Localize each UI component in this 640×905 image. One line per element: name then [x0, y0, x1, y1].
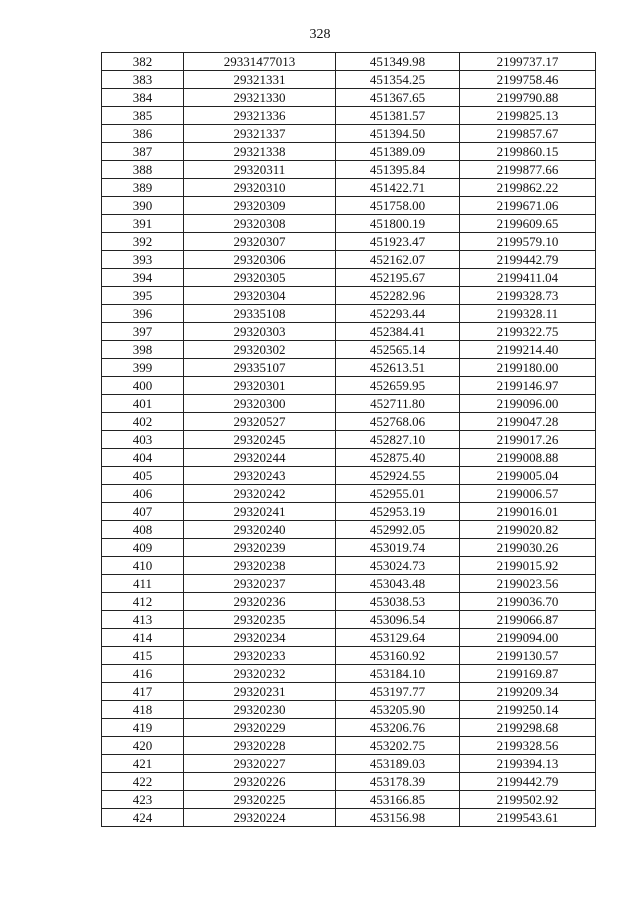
point-number-cell: 394	[102, 269, 184, 287]
table-row	[102, 683, 596, 701]
x-coordinate-cell: 453189.03	[336, 755, 460, 773]
point-number-cell: 417	[102, 683, 184, 701]
point-id-cell: 29320231	[184, 683, 336, 701]
y-coordinate-cell: 2199758.46	[460, 71, 596, 89]
y-coordinate-cell: 2199543.61	[460, 809, 596, 827]
table-row	[102, 341, 596, 359]
x-coordinate-cell: 451349.98	[336, 53, 460, 71]
coordinates-table	[101, 52, 596, 827]
table-row	[102, 809, 596, 827]
table-row	[102, 611, 596, 629]
x-coordinate-cell: 451394.50	[336, 125, 460, 143]
point-id-cell: 29320233	[184, 647, 336, 665]
table-row	[102, 755, 596, 773]
x-coordinate-cell: 453197.77	[336, 683, 460, 701]
point-id-cell: 29320234	[184, 629, 336, 647]
table-row	[102, 89, 596, 107]
point-number-cell: 390	[102, 197, 184, 215]
point-id-cell: 29320226	[184, 773, 336, 791]
table-row	[102, 359, 596, 377]
y-coordinate-cell: 2199394.13	[460, 755, 596, 773]
x-coordinate-cell: 452659.95	[336, 377, 460, 395]
x-coordinate-cell: 451422.71	[336, 179, 460, 197]
point-number-cell: 397	[102, 323, 184, 341]
x-coordinate-cell: 451395.84	[336, 161, 460, 179]
table-row	[102, 647, 596, 665]
point-number-cell: 387	[102, 143, 184, 161]
y-coordinate-cell: 2199020.82	[460, 521, 596, 539]
point-number-cell: 385	[102, 107, 184, 125]
x-coordinate-cell: 451758.00	[336, 197, 460, 215]
x-coordinate-cell: 451389.09	[336, 143, 460, 161]
y-coordinate-cell: 2199328.56	[460, 737, 596, 755]
x-coordinate-cell: 451381.57	[336, 107, 460, 125]
x-coordinate-cell: 451800.19	[336, 215, 460, 233]
x-coordinate-cell: 451923.47	[336, 233, 460, 251]
x-coordinate-cell: 452711.80	[336, 395, 460, 413]
y-coordinate-cell: 2199250.14	[460, 701, 596, 719]
table-row	[102, 539, 596, 557]
y-coordinate-cell: 2199579.10	[460, 233, 596, 251]
point-id-cell: 29321330	[184, 89, 336, 107]
table-row	[102, 503, 596, 521]
point-id-cell: 29320310	[184, 179, 336, 197]
point-id-cell: 29320240	[184, 521, 336, 539]
point-id-cell: 29320225	[184, 791, 336, 809]
point-number-cell: 392	[102, 233, 184, 251]
point-number-cell: 406	[102, 485, 184, 503]
table-row	[102, 791, 596, 809]
point-id-cell: 29320302	[184, 341, 336, 359]
point-id-cell: 29320232	[184, 665, 336, 683]
point-number-cell: 399	[102, 359, 184, 377]
table-row	[102, 449, 596, 467]
y-coordinate-cell: 2199180.00	[460, 359, 596, 377]
point-number-cell: 404	[102, 449, 184, 467]
x-coordinate-cell: 452924.55	[336, 467, 460, 485]
point-number-cell: 401	[102, 395, 184, 413]
table-row	[102, 197, 596, 215]
y-coordinate-cell: 2199015.92	[460, 557, 596, 575]
point-id-cell: 29335108	[184, 305, 336, 323]
y-coordinate-cell: 2199411.04	[460, 269, 596, 287]
point-id-cell: 29320236	[184, 593, 336, 611]
coordinates-table-body	[102, 53, 596, 827]
y-coordinate-cell: 2199209.34	[460, 683, 596, 701]
point-id-cell: 29320308	[184, 215, 336, 233]
point-id-cell: 29321338	[184, 143, 336, 161]
y-coordinate-cell: 2199066.87	[460, 611, 596, 629]
point-id-cell: 29320224	[184, 809, 336, 827]
point-id-cell: 29320239	[184, 539, 336, 557]
y-coordinate-cell: 2199737.17	[460, 53, 596, 71]
y-coordinate-cell: 2199023.56	[460, 575, 596, 593]
y-coordinate-cell: 2199322.75	[460, 323, 596, 341]
table-row	[102, 233, 596, 251]
table-row	[102, 431, 596, 449]
point-id-cell: 29335107	[184, 359, 336, 377]
y-coordinate-cell: 2199790.88	[460, 89, 596, 107]
x-coordinate-cell: 452293.44	[336, 305, 460, 323]
point-number-cell: 421	[102, 755, 184, 773]
point-number-cell: 424	[102, 809, 184, 827]
point-id-cell: 29320311	[184, 161, 336, 179]
point-id-cell: 29320238	[184, 557, 336, 575]
x-coordinate-cell: 452384.41	[336, 323, 460, 341]
x-coordinate-cell: 452613.51	[336, 359, 460, 377]
table-row	[102, 71, 596, 89]
y-coordinate-cell: 2199146.97	[460, 377, 596, 395]
x-coordinate-cell: 452282.96	[336, 287, 460, 305]
y-coordinate-cell: 2199862.22	[460, 179, 596, 197]
x-coordinate-cell: 453024.73	[336, 557, 460, 575]
table-row	[102, 521, 596, 539]
x-coordinate-cell: 452195.67	[336, 269, 460, 287]
point-id-cell: 29321331	[184, 71, 336, 89]
table-row	[102, 251, 596, 269]
point-id-cell: 29320527	[184, 413, 336, 431]
table-row	[102, 143, 596, 161]
table-row	[102, 305, 596, 323]
table-row	[102, 269, 596, 287]
table-row	[102, 719, 596, 737]
point-id-cell: 29320243	[184, 467, 336, 485]
point-number-cell: 407	[102, 503, 184, 521]
point-number-cell: 412	[102, 593, 184, 611]
y-coordinate-cell: 2199609.65	[460, 215, 596, 233]
table-row	[102, 215, 596, 233]
point-number-cell: 391	[102, 215, 184, 233]
y-coordinate-cell: 2199214.40	[460, 341, 596, 359]
x-coordinate-cell: 453156.98	[336, 809, 460, 827]
x-coordinate-cell: 453129.64	[336, 629, 460, 647]
x-coordinate-cell: 453202.75	[336, 737, 460, 755]
table-row	[102, 179, 596, 197]
x-coordinate-cell: 452768.06	[336, 413, 460, 431]
y-coordinate-cell: 2199298.68	[460, 719, 596, 737]
y-coordinate-cell: 2199442.79	[460, 773, 596, 791]
point-number-cell: 411	[102, 575, 184, 593]
point-number-cell: 402	[102, 413, 184, 431]
table-row	[102, 323, 596, 341]
y-coordinate-cell: 2199008.88	[460, 449, 596, 467]
table-row	[102, 557, 596, 575]
table-row	[102, 161, 596, 179]
point-id-cell: 29320300	[184, 395, 336, 413]
table-row	[102, 287, 596, 305]
point-number-cell: 416	[102, 665, 184, 683]
point-number-cell: 415	[102, 647, 184, 665]
y-coordinate-cell: 2199036.70	[460, 593, 596, 611]
point-id-cell: 29320235	[184, 611, 336, 629]
y-coordinate-cell: 2199030.26	[460, 539, 596, 557]
y-coordinate-cell: 2199825.13	[460, 107, 596, 125]
point-number-cell: 405	[102, 467, 184, 485]
table-row	[102, 467, 596, 485]
x-coordinate-cell: 453184.10	[336, 665, 460, 683]
table-row	[102, 701, 596, 719]
y-coordinate-cell: 2199328.11	[460, 305, 596, 323]
y-coordinate-cell: 2199502.92	[460, 791, 596, 809]
x-coordinate-cell: 453206.76	[336, 719, 460, 737]
point-id-cell: 29320227	[184, 755, 336, 773]
x-coordinate-cell: 452953.19	[336, 503, 460, 521]
table-row	[102, 737, 596, 755]
point-number-cell: 414	[102, 629, 184, 647]
x-coordinate-cell: 452827.10	[336, 431, 460, 449]
table-row	[102, 665, 596, 683]
point-number-cell: 393	[102, 251, 184, 269]
point-number-cell: 422	[102, 773, 184, 791]
y-coordinate-cell: 2199442.79	[460, 251, 596, 269]
y-coordinate-cell: 2199016.01	[460, 503, 596, 521]
point-number-cell: 396	[102, 305, 184, 323]
point-number-cell: 383	[102, 71, 184, 89]
point-number-cell: 384	[102, 89, 184, 107]
table-row	[102, 125, 596, 143]
point-id-cell: 29331477013	[184, 53, 336, 71]
point-number-cell: 408	[102, 521, 184, 539]
point-id-cell: 29320304	[184, 287, 336, 305]
x-coordinate-cell: 453043.48	[336, 575, 460, 593]
point-number-cell: 398	[102, 341, 184, 359]
point-id-cell: 29320306	[184, 251, 336, 269]
x-coordinate-cell: 451354.25	[336, 71, 460, 89]
y-coordinate-cell: 2199169.87	[460, 665, 596, 683]
y-coordinate-cell: 2199005.04	[460, 467, 596, 485]
point-number-cell: 413	[102, 611, 184, 629]
point-id-cell: 29320307	[184, 233, 336, 251]
y-coordinate-cell: 2199877.66	[460, 161, 596, 179]
point-number-cell: 400	[102, 377, 184, 395]
y-coordinate-cell: 2199017.26	[460, 431, 596, 449]
point-number-cell: 382	[102, 53, 184, 71]
point-id-cell: 29320229	[184, 719, 336, 737]
point-id-cell: 29320301	[184, 377, 336, 395]
x-coordinate-cell: 453178.39	[336, 773, 460, 791]
x-coordinate-cell: 452565.14	[336, 341, 460, 359]
point-number-cell: 386	[102, 125, 184, 143]
y-coordinate-cell: 2199671.06	[460, 197, 596, 215]
x-coordinate-cell: 451367.65	[336, 89, 460, 107]
point-id-cell: 29320230	[184, 701, 336, 719]
y-coordinate-cell: 2199328.73	[460, 287, 596, 305]
point-number-cell: 418	[102, 701, 184, 719]
point-number-cell: 409	[102, 539, 184, 557]
point-id-cell: 29321336	[184, 107, 336, 125]
table-row	[102, 413, 596, 431]
point-id-cell: 29320245	[184, 431, 336, 449]
point-id-cell: 29320303	[184, 323, 336, 341]
point-number-cell: 420	[102, 737, 184, 755]
y-coordinate-cell: 2199860.15	[460, 143, 596, 161]
x-coordinate-cell: 452992.05	[336, 521, 460, 539]
point-id-cell: 29320228	[184, 737, 336, 755]
point-number-cell: 388	[102, 161, 184, 179]
x-coordinate-cell: 452955.01	[336, 485, 460, 503]
table-row	[102, 377, 596, 395]
point-id-cell: 29320244	[184, 449, 336, 467]
x-coordinate-cell: 452875.40	[336, 449, 460, 467]
point-number-cell: 403	[102, 431, 184, 449]
point-number-cell: 423	[102, 791, 184, 809]
y-coordinate-cell: 2199047.28	[460, 413, 596, 431]
x-coordinate-cell: 453038.53	[336, 593, 460, 611]
x-coordinate-cell: 453160.92	[336, 647, 460, 665]
x-coordinate-cell: 453096.54	[336, 611, 460, 629]
x-coordinate-cell: 453205.90	[336, 701, 460, 719]
table-row	[102, 107, 596, 125]
y-coordinate-cell: 2199094.00	[460, 629, 596, 647]
x-coordinate-cell: 453166.85	[336, 791, 460, 809]
y-coordinate-cell: 2199096.00	[460, 395, 596, 413]
point-number-cell: 419	[102, 719, 184, 737]
point-number-cell: 410	[102, 557, 184, 575]
table-row	[102, 773, 596, 791]
table-row	[102, 629, 596, 647]
point-id-cell: 29320242	[184, 485, 336, 503]
y-coordinate-cell: 2199857.67	[460, 125, 596, 143]
point-id-cell: 29320309	[184, 197, 336, 215]
table-row	[102, 395, 596, 413]
y-coordinate-cell: 2199006.57	[460, 485, 596, 503]
table-row	[102, 575, 596, 593]
point-id-cell: 29320241	[184, 503, 336, 521]
x-coordinate-cell: 452162.07	[336, 251, 460, 269]
table-row	[102, 485, 596, 503]
table-row	[102, 593, 596, 611]
point-id-cell: 29320305	[184, 269, 336, 287]
table-row	[102, 53, 596, 71]
point-number-cell: 395	[102, 287, 184, 305]
point-id-cell: 29321337	[184, 125, 336, 143]
page-number: 328	[309, 27, 331, 42]
y-coordinate-cell: 2199130.57	[460, 647, 596, 665]
x-coordinate-cell: 453019.74	[336, 539, 460, 557]
point-id-cell: 29320237	[184, 575, 336, 593]
point-number-cell: 389	[102, 179, 184, 197]
